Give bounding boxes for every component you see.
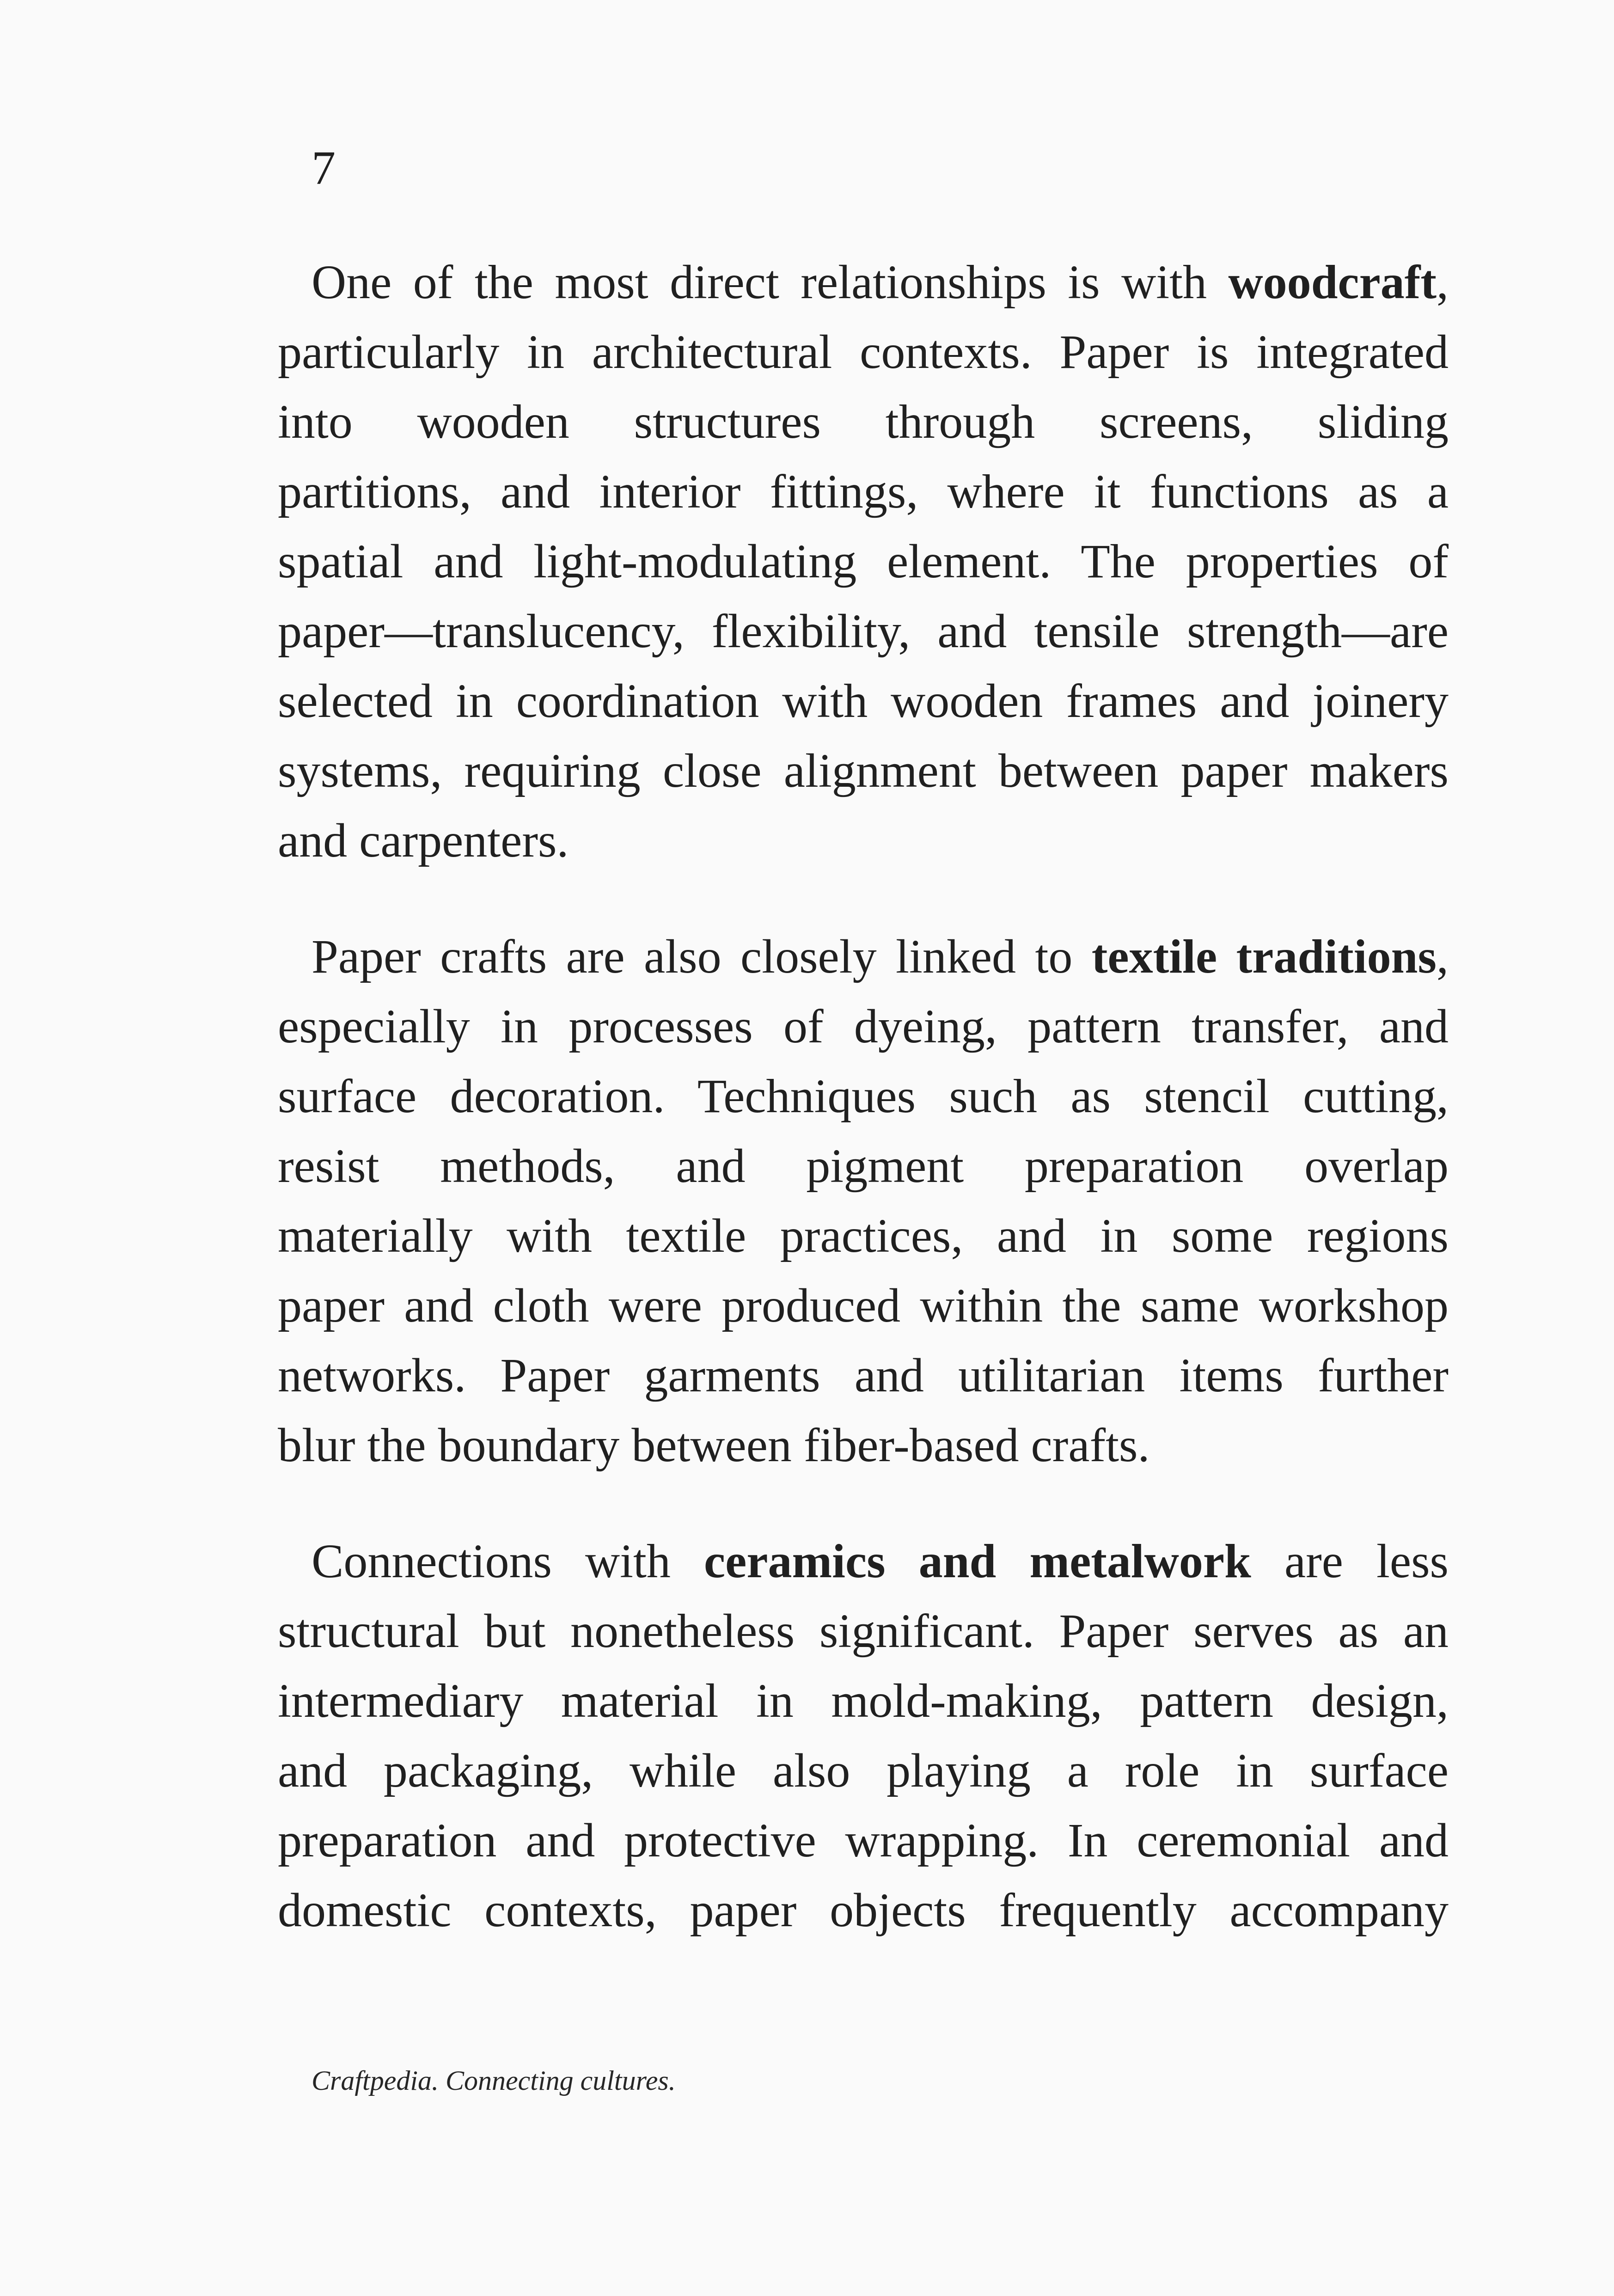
text-line: structural but nonetheless significant. Paper serves as an	[278, 1604, 1449, 1658]
text-line: into wooden structures through screens, sliding	[278, 395, 1449, 448]
key-term-woodcraft: woodcraft	[1228, 256, 1437, 309]
text-line: preparation and protective wrapping. In ceremonial and	[278, 1814, 1449, 1867]
key-term-ceramics-metalwork: ceramics and metalwork	[704, 1535, 1251, 1588]
text-line: particularly in architectural contexts. Paper is integrated	[278, 325, 1449, 379]
page-number: 7	[312, 141, 336, 195]
text-line: partitions, and interior fittings, where it functions as a	[278, 465, 1449, 518]
text-line: intermediary material in mold-making, pattern design,	[278, 1674, 1449, 1727]
text-line: especially in processes of dyeing, pattern transfer, and	[278, 1000, 1449, 1053]
text-run: are less	[1251, 1535, 1449, 1588]
footer-tagline: Craftpedia. Connecting cultures.	[312, 2065, 676, 2096]
text-line: selected in coordination with wooden frames and joinery	[278, 674, 1449, 728]
text-line	[278, 1526, 1449, 1596]
paragraph-ceramics-metalwork	[278, 1526, 1449, 1945]
article-body	[278, 247, 1449, 1991]
text-run: Paper crafts are also closely linked to	[312, 930, 1092, 983]
text-line: and packaging, while also playing a role in surface	[278, 1744, 1449, 1797]
text-line	[278, 922, 1449, 992]
text-line: surface decoration. Techniques such as stencil cutting,	[278, 1070, 1449, 1123]
text-run: Connections with	[312, 1535, 704, 1588]
text-line: paper and cloth were produced within the same workshop	[278, 1279, 1449, 1332]
paragraph-woodcraft	[278, 247, 1449, 876]
text-line: paper—translucency, flexibility, and tensile strength—are	[278, 605, 1449, 658]
text-line: networks. Paper garments and utilitarian items further	[278, 1349, 1449, 1402]
text-run: One of the most direct relationships is with	[312, 256, 1229, 309]
text-run: ,	[1437, 256, 1449, 309]
text-line	[278, 247, 1449, 317]
text-line: systems, requiring close alignment between paper makers	[278, 744, 1449, 797]
text-run: ,	[1437, 930, 1449, 983]
text-line: domestic contexts, paper objects frequently accompany	[278, 1884, 1449, 1937]
paragraph-textile-traditions	[278, 922, 1449, 1480]
key-term-textile-traditions: textile traditions	[1091, 930, 1437, 983]
text-line: resist methods, and pigment preparation overlap	[278, 1139, 1449, 1193]
text-line: and carpenters.	[278, 814, 569, 867]
text-line: spatial and light-modulating element. The properties of	[278, 535, 1449, 588]
text-line: materially with textile practices, and in some regions	[278, 1209, 1449, 1262]
text-line: blur the boundary between fiber-based crafts.	[278, 1419, 1150, 1472]
